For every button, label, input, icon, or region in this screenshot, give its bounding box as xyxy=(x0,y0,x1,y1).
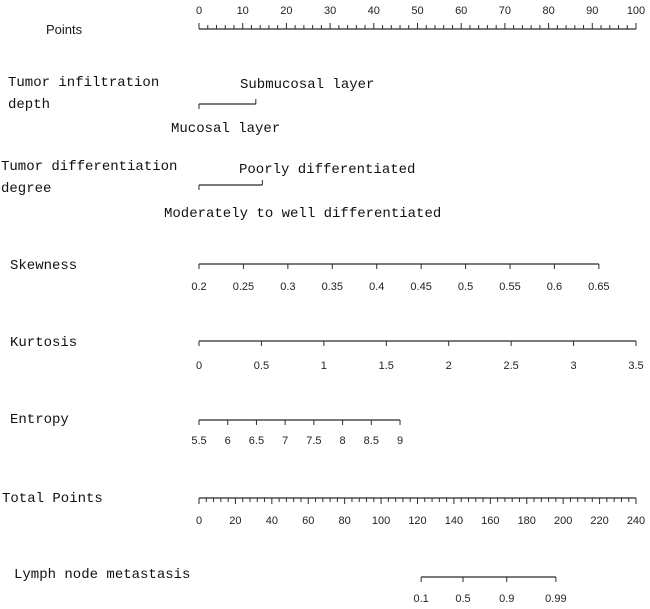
skewness-tick-label: 0.3 xyxy=(280,281,296,293)
points-axis-tick-label: 100 xyxy=(626,5,646,17)
entropy-tick-label: 8.5 xyxy=(363,435,379,447)
kurtosis-tick-label: 3.5 xyxy=(628,360,644,372)
labels-layer xyxy=(1,5,645,605)
category-label-mucosal-layer: Mucosal layer xyxy=(171,121,281,137)
entropy-tick-label: 6 xyxy=(224,435,231,447)
total-points-tick-label: 180 xyxy=(517,515,536,527)
points-axis-tick-label: 30 xyxy=(323,5,337,17)
entropy-tick-label: 9 xyxy=(396,435,404,447)
skewness-tick-label: 0.4 xyxy=(369,281,385,293)
total-points-tick-label: 100 xyxy=(371,515,391,527)
skewness-tick-label: 0.45 xyxy=(410,281,432,293)
kurtosis-tick-label: 1 xyxy=(320,360,327,372)
skewness-tick-label: 0.55 xyxy=(499,281,521,293)
total-points-tick-label: 160 xyxy=(481,515,500,527)
kurtosis-tick-label: 1.5 xyxy=(378,360,394,372)
kurtosis-tick-label: 3 xyxy=(570,360,577,372)
category-label-moderately-to-well-differentiated: Moderately to well differentiated xyxy=(164,206,442,222)
total-points-tick-label: 120 xyxy=(408,515,427,527)
total-points-tick-label: 140 xyxy=(444,515,464,527)
points-axis-tick-label: 50 xyxy=(411,5,424,17)
category-label-poorly-differentiated: Poorly differentiated xyxy=(239,162,416,178)
entropy-tick-label: 5.5 xyxy=(191,435,207,447)
total-points-tick-label: 200 xyxy=(553,515,573,527)
points-axis-title: Points xyxy=(46,22,83,37)
outcome-label-lymph-node-metastasis: Lymph node metastasis xyxy=(14,567,191,583)
axes-layer xyxy=(199,23,636,582)
points-axis-tick-label: 90 xyxy=(586,5,599,17)
total-points-tick-label: 40 xyxy=(265,515,278,527)
skewness-tick-label: 0.65 xyxy=(588,281,610,293)
points-axis-tick-label: 80 xyxy=(542,5,555,17)
lymph-node-tick-label: 0.1 xyxy=(413,593,429,605)
points-axis-tick-label: 70 xyxy=(498,5,512,17)
points-axis-tick-label: 20 xyxy=(280,5,293,17)
kurtosis-tick-label: 0.5 xyxy=(253,360,270,372)
var-label-entropy: Entropy xyxy=(10,412,69,428)
points-axis-tick-label: 60 xyxy=(455,5,468,17)
total-points-tick-label: 20 xyxy=(229,515,242,527)
total-points-tick-label: 240 xyxy=(626,515,646,527)
entropy-tick-label: 7.5 xyxy=(306,435,322,447)
total-points-tick-label: 60 xyxy=(302,515,315,527)
points-axis-tick-label: 10 xyxy=(236,5,249,17)
skewness-tick-label: 0.6 xyxy=(546,281,563,293)
skewness-tick-label: 0.25 xyxy=(232,281,255,293)
entropy-tick-label: 6.5 xyxy=(248,435,265,447)
points-axis-tick-label: 40 xyxy=(367,5,380,17)
total-points-tick-label: 0 xyxy=(195,515,203,527)
skewness-tick-label: 0.35 xyxy=(321,281,343,293)
lymph-node-tick-label: 0.99 xyxy=(545,593,567,605)
points-axis-tick-label: 0 xyxy=(195,5,203,17)
total-points-tick-label: 80 xyxy=(338,515,351,527)
var-label-tumor-differentiation-degree: Tumor differentiation xyxy=(1,159,178,175)
category-label-submucosal-layer: Submucosal layer xyxy=(240,77,375,93)
var-label-tumor-differentiation-degree-line2: degree xyxy=(1,181,52,197)
kurtosis-tick-label: 2 xyxy=(445,360,452,372)
total-points-tick-label: 220 xyxy=(590,515,609,527)
entropy-tick-label: 8 xyxy=(339,435,346,447)
lymph-node-tick-label: 0.5 xyxy=(455,593,471,605)
lymph-node-tick-label: 0.9 xyxy=(499,593,515,605)
entropy-tick-label: 7 xyxy=(282,435,289,447)
kurtosis-tick-label: 0 xyxy=(195,360,203,372)
var-label-kurtosis: Kurtosis xyxy=(10,335,78,351)
skewness-tick-label: 0.5 xyxy=(457,281,474,293)
var-label-tumor-infiltration-depth-line2: depth xyxy=(8,97,51,113)
var-label-tumor-infiltration-depth: Tumor infiltration xyxy=(8,75,160,91)
kurtosis-tick-label: 2.5 xyxy=(503,360,519,372)
skewness-tick-label: 0.2 xyxy=(191,281,207,293)
total-points-axis-title: Total Points xyxy=(2,491,103,507)
var-label-skewness: Skewness xyxy=(10,258,78,274)
